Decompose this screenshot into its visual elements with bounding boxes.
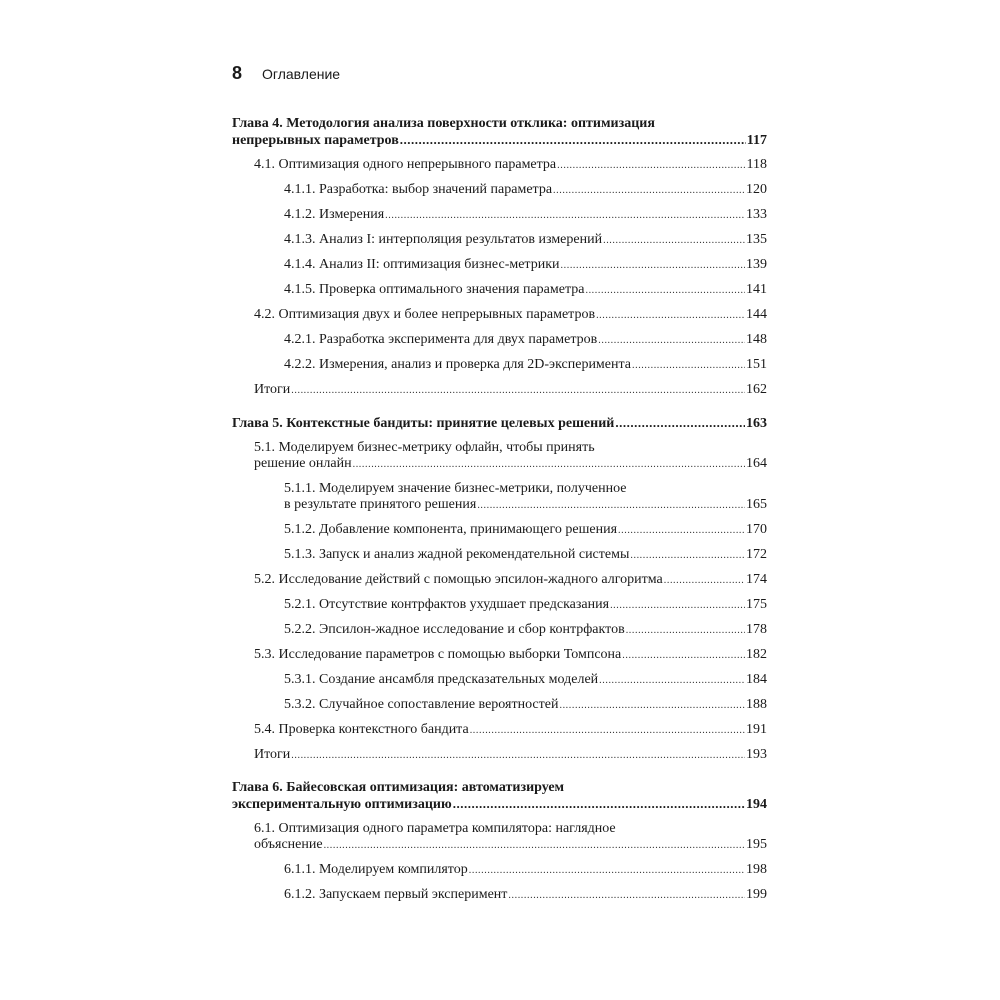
page-ref: 117: [746, 133, 767, 148]
chapter-title-line: непрерывных параметров: [232, 133, 399, 148]
toc-entry: [232, 647, 767, 664]
dot-leader: [470, 722, 745, 739]
dot-leader: [477, 497, 745, 514]
page-ref: 193: [746, 747, 767, 762]
entry-title: 4.1.5. Проверка оптимального значения параметра: [284, 282, 585, 297]
toc-entry: [232, 481, 767, 514]
toc-entry: [232, 207, 767, 224]
dot-leader: [453, 796, 745, 813]
page-ref: 144: [746, 307, 767, 322]
toc-entry: [232, 440, 767, 473]
entry-title-line: 5.1. Моделируем бизнес-метрику офлайн, чтобы принять: [254, 440, 595, 455]
page-ref: 151: [746, 357, 767, 372]
toc-entry: [232, 722, 767, 739]
entry-title: 4.2. Оптимизация двух и более непрерывных параметров: [254, 307, 596, 322]
entry-title: 5.4. Проверка контекстного бандита: [254, 722, 469, 737]
dot-leader: [598, 332, 745, 349]
dot-leader: [561, 257, 745, 274]
toc-entry: [232, 862, 767, 879]
dot-leader: [553, 182, 745, 199]
page-ref: 174: [746, 572, 767, 587]
dot-leader: [664, 572, 745, 589]
dot-leader: [630, 547, 745, 564]
page-ref: 165: [746, 497, 767, 512]
page-number: 8: [232, 63, 243, 83]
page-ref: 172: [746, 547, 767, 562]
chapter-title-line: Глава 6. Байесовская оптимизация: автоматизируем: [232, 780, 565, 795]
page-ref: 118: [746, 157, 767, 172]
chapter-heading: [232, 116, 767, 149]
entry-title: Итоги: [254, 747, 291, 762]
entry-title: 4.2.1. Разработка эксперимента для двух параметров: [284, 332, 598, 347]
entry-title: 6.1.1. Моделируем компилятор: [284, 862, 468, 877]
chapter-title-line: экспериментальную оптимизацию: [232, 797, 452, 812]
dot-leader: [291, 382, 745, 399]
entry-title-line: 6.1. Оптимизация одного параметра компилятора: наглядное: [254, 821, 616, 836]
dot-leader: [385, 207, 745, 224]
toc-entry: [232, 547, 767, 564]
entry-title: решение онлайн: [254, 456, 352, 471]
entry-title: 4.2.2. Измерения, анализ и проверка для 2D-эксперимента: [284, 357, 631, 372]
entry-title: Итоги: [254, 382, 291, 397]
page-ref: 141: [746, 282, 767, 297]
dot-leader: [599, 672, 745, 689]
toc-entry: [232, 157, 767, 174]
dot-leader: [626, 622, 745, 639]
entry-title: в результате принятого решения: [284, 497, 477, 512]
entry-title: 4.1.1. Разработка: выбор значений параметра: [284, 182, 553, 197]
toc-entry: [232, 282, 767, 299]
toc-entry: [232, 572, 767, 589]
entry-title: 5.1.3. Запуск и анализ жадной рекомендательной системы: [284, 547, 630, 562]
chapter-heading: [232, 780, 767, 813]
toc-entry: [232, 821, 767, 854]
page-ref: 163: [746, 416, 767, 431]
page-ref: 120: [746, 182, 767, 197]
chapter-5: [232, 415, 767, 764]
toc-entry: [232, 522, 767, 539]
dot-leader: [469, 862, 745, 879]
toc-entry: [232, 887, 767, 904]
page-ref: 182: [746, 647, 767, 662]
entry-title: объяснение: [254, 837, 323, 852]
entry-title: 5.3. Исследование параметров с помощью выборки Томпсона: [254, 647, 622, 662]
page-ref: 133: [746, 207, 767, 222]
toc-entry: [232, 597, 767, 614]
entry-title: 5.2.2. Эпсилон-жадное исследование и сбор контрфактов: [284, 622, 625, 637]
page-ref: 139: [746, 257, 767, 272]
entry-title: 4.1.3. Анализ I: интерполяция результатов измерений: [284, 232, 603, 247]
entry-title: 5.3.1. Создание ансамбля предсказательных моделей: [284, 672, 599, 687]
entry-title-line: 5.1.1. Моделируем значение бизнес-метрики, полученное: [284, 481, 627, 496]
entry-title: 4.1.4. Анализ II: оптимизация бизнес-метрики: [284, 257, 560, 272]
toc-entry: [232, 182, 767, 199]
toc-entry: [232, 257, 767, 274]
dot-leader: [610, 597, 745, 614]
chapter-4: [232, 116, 767, 399]
dot-leader: [291, 747, 745, 764]
running-title: Оглавление: [262, 66, 341, 82]
entry-title: 5.2. Исследование действий с помощью эпсилон-жадного алгоритма: [254, 572, 663, 587]
dot-leader: [508, 887, 745, 904]
dot-leader: [615, 415, 745, 432]
toc-entry: [232, 307, 767, 324]
entry-title: 4.1. Оптимизация одного непрерывного параметра: [254, 157, 557, 172]
toc-entry: [232, 382, 767, 399]
entry-title: 4.1.2. Измерения: [284, 207, 385, 222]
page-ref: 191: [746, 722, 767, 737]
page-ref: 194: [746, 797, 767, 812]
chapter-title-line: Глава 5. Контекстные бандиты: принятие целевых решений: [232, 416, 615, 431]
chapter-heading: [232, 415, 767, 432]
page-header: [232, 63, 340, 84]
entry-title: 5.2.1. Отсутствие контрфактов ухудшает предсказания: [284, 597, 610, 612]
page-ref: 170: [746, 522, 767, 537]
page-ref: 175: [746, 597, 767, 612]
toc-entry: [232, 332, 767, 349]
page-ref: 164: [746, 456, 767, 471]
chapter-6: [232, 780, 767, 904]
dot-leader: [622, 647, 745, 664]
dot-leader: [585, 282, 745, 299]
page-ref: 162: [746, 382, 767, 397]
dot-leader: [557, 157, 745, 174]
page-ref: 135: [746, 232, 767, 247]
dot-leader: [324, 837, 745, 854]
entry-title: 5.3.2. Случайное сопоставление вероятностей: [284, 697, 559, 712]
dot-leader: [400, 132, 746, 149]
chapter-title-line: Глава 4. Методология анализа поверхности отклика: оптимизация: [232, 116, 655, 131]
dot-leader: [632, 357, 745, 374]
page-ref: 195: [746, 837, 767, 852]
toc-entry: [232, 357, 767, 374]
toc-entry: [232, 622, 767, 639]
toc-entry: [232, 672, 767, 689]
page-ref: 184: [746, 672, 767, 687]
toc-entry: [232, 747, 767, 764]
table-of-contents: [232, 116, 767, 920]
page-ref: 188: [746, 697, 767, 712]
page-ref: 148: [746, 332, 767, 347]
entry-title: 5.1.2. Добавление компонента, принимающего решения: [284, 522, 618, 537]
dot-leader: [596, 307, 745, 324]
page-ref: 198: [746, 862, 767, 877]
dot-leader: [603, 232, 745, 249]
dot-leader: [618, 522, 745, 539]
page-ref: 199: [746, 887, 767, 902]
toc-entry: [232, 697, 767, 714]
dot-leader: [559, 697, 745, 714]
toc-entry: [232, 232, 767, 249]
dot-leader: [353, 456, 745, 473]
entry-title: 6.1.2. Запускаем первый эксперимент: [284, 887, 508, 902]
page-ref: 178: [746, 622, 767, 637]
